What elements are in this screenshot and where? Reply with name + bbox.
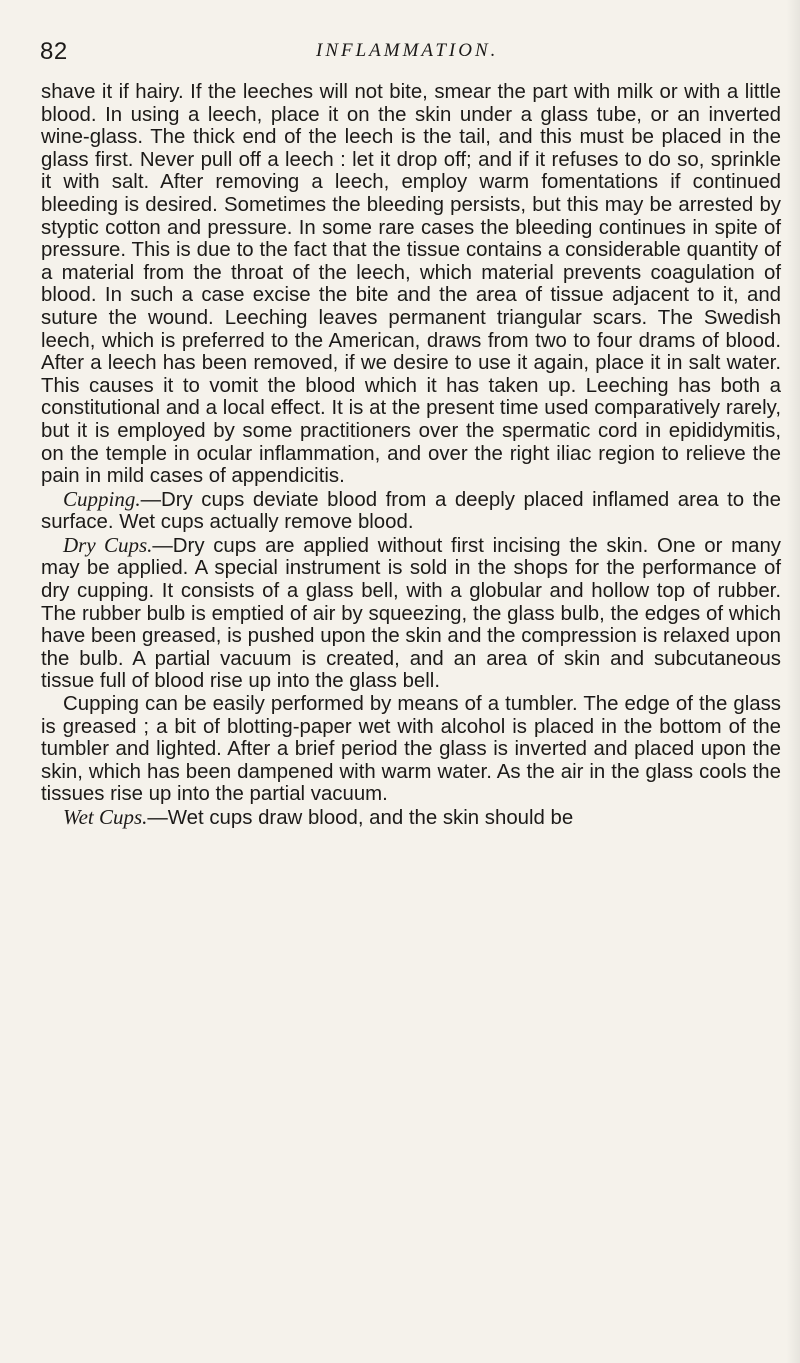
paragraph-cupping [41, 488, 781, 534]
paragraph-text: shave it if hairy. If the leeches will not bite, smear the part with milk or with a little blood. In using a leech, place it on the skin under a glass tube, or an inverted wine-glass. The thick end of the leech is the tail, and this must be placed in the glass first. Never pull off a leech : let it drop off; and if it refuses to do so, sprinkle it with salt. After removing a leech, employ warm fomentations if continued bleeding is desired. Sometimes the bleeding persists, but this may be arrested by styptic cotton and pressure. In some rare cases the bleeding continues in spite of pressure. This is due to the fact that the tissue contains a considerable quantity of a material from the throat of the leech, which material prevents coagulation of blood. In such a case excise the bite and the area of tissue adjacent to it, and suture the wound. Leeching leaves permanent triangular scars. The Swedish leech, which is preferred to the American, draws from two to four drams of blood. After a leech has been removed, if we desire to use it again, place it in salt water. This causes it to vomit the blood which it has taken up. Leeching has both a constitutional and a local effect. It is at the present time used comparatively rarely, but it is employed by some practitioners over the spermatic cord in epididymitis, on the temple in ocular inflammation, and over the right iliac region to relieve the pain in mild cases of appendicitis. [41, 81, 781, 488]
section-heading-cupping: Cupping. [63, 486, 141, 511]
running-head [40, 38, 780, 68]
page-edge-shadow [786, 0, 800, 1363]
running-title: INFLAMMATION. [316, 40, 499, 61]
paragraph-text: —Wet cups draw blood, and the skin should be [147, 807, 574, 829]
paragraph-wet-cups [41, 806, 781, 830]
page-number: 82 [40, 38, 68, 65]
paragraph-text: —Dry cups are applied without first incising the skin. One or many may be applied. A special instrument is sold in the shops for the performance of dry cupping. It consists of a glass bell, with a globular and hollow top of rubber. The rubber bulb is emptied of air by squeezing, the glass bulb, the edges of which have been greased, is pushed upon the skin and the compression is relaxed upon the bulb. A partial vacuum is created, and an area of skin and subcutaneous tissue full of blood rise up into the glass bell. [41, 534, 782, 693]
body-text [41, 81, 781, 830]
paragraph-text: Cupping can be easily performed by means of a tumbler. The edge of the glass is greased ; a bit of blotting-paper wet with alcohol is placed in the bottom of the tumbler and lighted. After a brief period the glass is inverted and placed upon the skin, which has been dampened with warm water. As the air in the glass cools the tissues rise up into the partial vacuum. [41, 693, 781, 806]
paragraph-tumbler-cupping [41, 693, 781, 806]
paragraph-text: —Dry cups deviate blood from a deeply placed inflamed area to the surface. Wet cups actually remove blood. [41, 488, 781, 534]
paragraph-leeching [41, 81, 781, 488]
section-heading-wet-cups: Wet Cups. [63, 805, 148, 829]
paragraph-dry-cups [41, 534, 781, 693]
section-heading-dry-cups: Dry Cups. [63, 532, 153, 557]
